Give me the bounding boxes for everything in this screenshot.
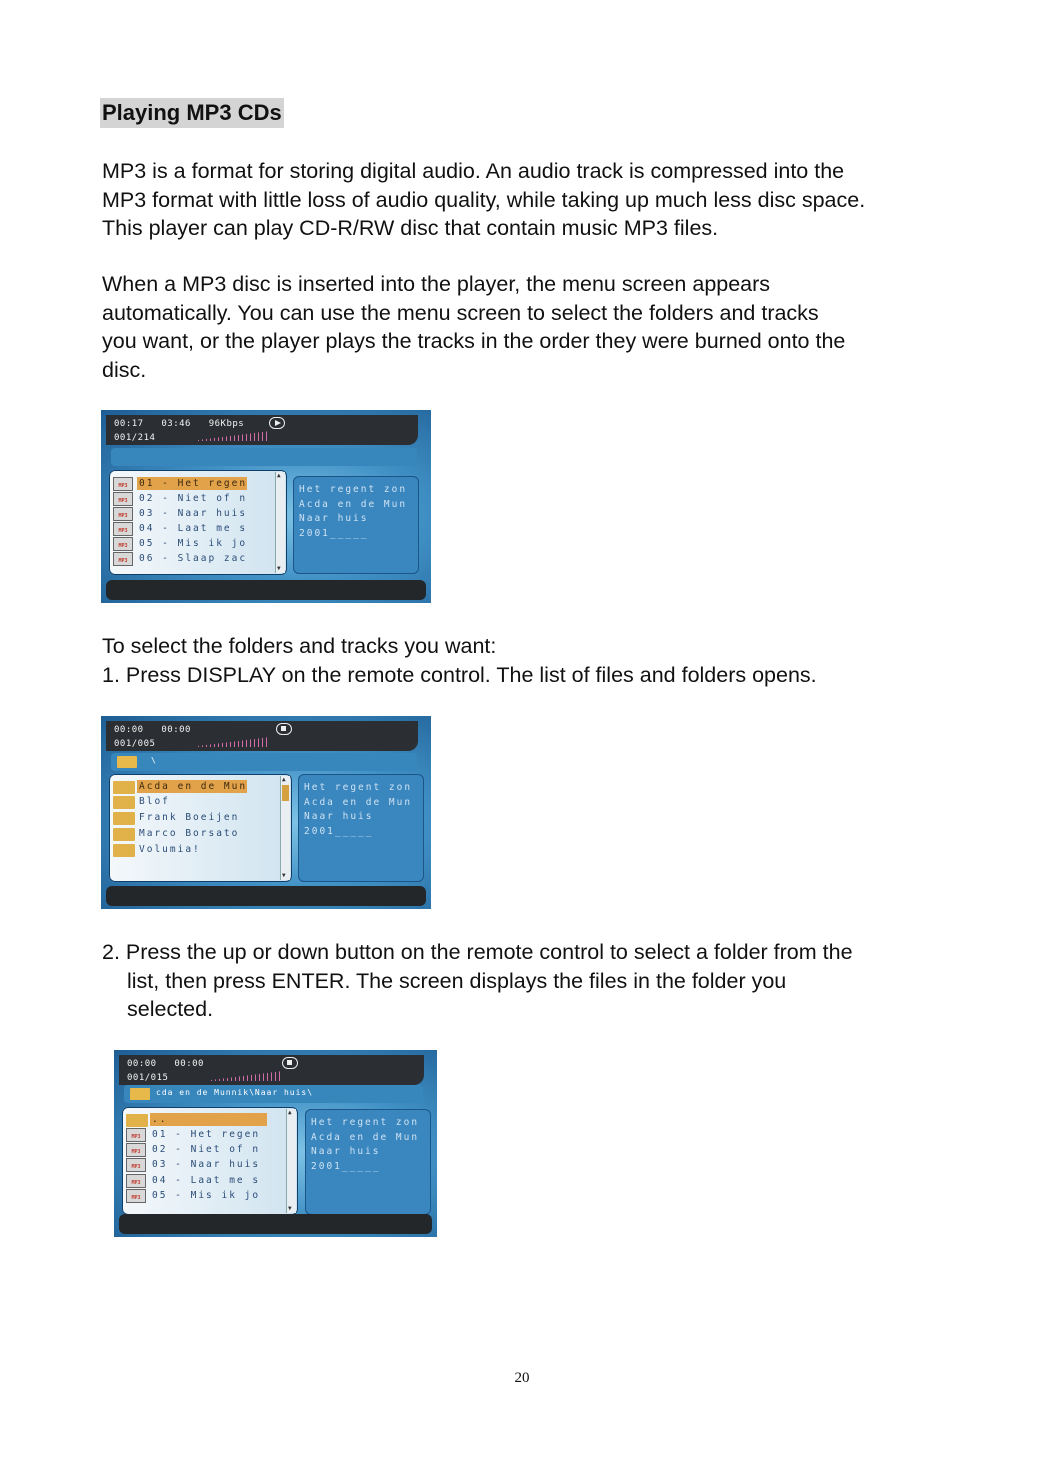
- scroll-up-icon[interactable]: ▲: [288, 1109, 292, 1116]
- folder-icon: [113, 781, 135, 794]
- scroll-down-icon[interactable]: ▼: [277, 565, 281, 572]
- scroll-down-icon[interactable]: ▼: [282, 872, 286, 879]
- item-label: 04 - Laat me s: [139, 523, 248, 534]
- stop-icon: [276, 723, 292, 735]
- text-line: 2. Press the up or down button on the remote control to select a folder from the: [102, 940, 853, 964]
- folder-icon: [130, 1088, 150, 1100]
- mp3-file-icon: MP3: [113, 477, 133, 491]
- scrollbar[interactable]: [286, 1109, 296, 1213]
- path-bar: [124, 1085, 423, 1103]
- mp3-file-icon: MP3: [126, 1128, 146, 1142]
- text-line: list, then press ENTER. The screen displays the files in the folder you: [127, 968, 787, 993]
- info-artist: Acda en de Mun: [311, 1131, 420, 1143]
- equalizer-icon: [198, 737, 270, 747]
- elapsed-time: 00:00: [114, 725, 144, 735]
- item-label: 04 - Laat me s: [152, 1175, 261, 1186]
- info-album: Naar huis: [299, 513, 369, 524]
- total-time: 03:46: [161, 419, 191, 429]
- item-label: 03 - Naar huis: [152, 1159, 261, 1170]
- info-year: 2001_____: [311, 1160, 381, 1172]
- item-label: 05 - Mis ik jo: [139, 538, 248, 549]
- step-2: [102, 938, 982, 1024]
- mp3-file-icon: MP3: [126, 1158, 146, 1172]
- equalizer-icon: [198, 431, 270, 441]
- item-label: 02 - Niet of n: [139, 493, 248, 504]
- status-bar: [106, 721, 418, 751]
- path-bar: [111, 753, 417, 771]
- track-info-panel: [293, 476, 419, 574]
- mp3-file-icon: MP3: [113, 507, 133, 521]
- mp3-file-icon: MP3: [126, 1174, 146, 1188]
- info-year: 2001_____: [304, 825, 374, 837]
- text-line: When a MP3 disc is inserted into the player, the menu screen appears: [102, 272, 771, 296]
- select-instructions: [102, 632, 982, 689]
- file-list: [122, 1107, 298, 1215]
- text-line: automatically. You can use the menu screen to select the folders and tracks: [102, 300, 819, 325]
- elapsed-time: 00:17: [114, 419, 144, 429]
- track-counter: 001/005: [114, 739, 156, 749]
- info-album: Naar huis: [304, 811, 374, 822]
- total-time: 00:00: [174, 1059, 204, 1069]
- osd-screenshot-folder-files: [114, 1050, 437, 1237]
- folder-icon: [126, 1114, 148, 1127]
- file-list: [109, 470, 287, 575]
- info-title: Het regent zon: [299, 484, 408, 495]
- item-label: Marco Borsato: [139, 828, 240, 839]
- menu-paragraph: [102, 270, 982, 384]
- scroll-thumb[interactable]: [282, 785, 289, 801]
- info-album: Naar huis: [311, 1146, 381, 1157]
- mp3-file-icon: MP3: [126, 1143, 146, 1157]
- track-info-panel: [298, 774, 424, 882]
- track-counter: 001/015: [127, 1073, 169, 1083]
- total-time: 00:00: [161, 725, 191, 735]
- osd-screenshot-playing: [101, 410, 431, 603]
- bottom-bar: [119, 1214, 432, 1234]
- section-heading: Playing MP3 CDs: [100, 98, 284, 128]
- text-line: MP3 format with little loss of audio quality, while taking up much less disc space.: [102, 187, 866, 212]
- folder-icon: [113, 844, 135, 857]
- elapsed-time: 00:00: [127, 1059, 157, 1069]
- folder-list: [109, 774, 292, 882]
- time-readout: [114, 725, 191, 735]
- track-info-panel: [305, 1109, 431, 1215]
- item-label: Blof: [139, 796, 170, 807]
- scroll-up-icon[interactable]: ▲: [282, 776, 286, 783]
- mp3-file-icon: MP3: [113, 522, 133, 536]
- scrollbar[interactable]: [275, 472, 285, 573]
- info-title: Het regent zon: [311, 1117, 420, 1128]
- info-artist: Acda en de Mun: [304, 796, 413, 808]
- mp3-file-icon: MP3: [113, 537, 133, 551]
- status-bar: [106, 415, 418, 445]
- item-label: 05 - Mis ik jo: [152, 1190, 261, 1201]
- folder-icon: [113, 828, 135, 841]
- item-label: ..: [150, 1113, 267, 1126]
- path-text: cda en de Munnik\Naar huis\: [156, 1088, 314, 1097]
- bottom-bar: [106, 580, 426, 600]
- item-label: Volumia!: [139, 844, 201, 855]
- scroll-up-icon[interactable]: ▲: [277, 472, 281, 479]
- play-icon: [269, 417, 285, 429]
- item-label: 02 - Niet of n: [152, 1144, 261, 1155]
- scrollbar[interactable]: [280, 776, 290, 880]
- text-line: disc.: [102, 357, 147, 382]
- info-year: 2001_____: [299, 527, 369, 539]
- page-number: 20: [514, 1370, 530, 1386]
- text-line: MP3 is a format for storing digital audio. An audio track is compressed into the: [102, 159, 845, 183]
- mp3-file-icon: MP3: [113, 552, 133, 566]
- item-label: Acda en de Mun: [139, 781, 248, 792]
- path-bar: [111, 448, 417, 466]
- step-1: 1. Press DISPLAY on the remote control. The list of files and folders opens.: [102, 662, 817, 687]
- text-line: This player can play CD-R/RW disc that contain music MP3 files.: [102, 216, 719, 240]
- mp3-file-icon: MP3: [113, 492, 133, 506]
- time-readout: [114, 419, 244, 429]
- folder-icon: [113, 796, 135, 809]
- track-counter: 001/214: [114, 433, 156, 443]
- folder-icon: [113, 812, 135, 825]
- equalizer-icon: [211, 1071, 283, 1081]
- item-label: 01 - Het regen: [139, 478, 248, 489]
- text-line: To select the folders and tracks you want:: [102, 634, 497, 658]
- time-readout: [127, 1059, 204, 1069]
- stop-icon: [282, 1057, 298, 1069]
- info-artist: Acda en de Mun: [299, 498, 408, 510]
- text-line: selected.: [127, 997, 214, 1021]
- bottom-bar: [106, 886, 426, 906]
- status-bar: [119, 1055, 424, 1085]
- path-text: \: [151, 756, 157, 765]
- info-title: Het regent zon: [304, 782, 413, 793]
- item-label: 01 - Het regen: [152, 1129, 261, 1140]
- scroll-down-icon[interactable]: ▼: [288, 1205, 292, 1212]
- text-line: you want, or the player plays the tracks in the order they were burned onto the: [102, 329, 846, 353]
- mp3-file-icon: MP3: [126, 1189, 146, 1203]
- intro-paragraph: [102, 157, 982, 243]
- item-label: 06 - Slaap zac: [139, 553, 248, 564]
- osd-screenshot-folders: [101, 716, 431, 909]
- item-label: 03 - Naar huis: [139, 508, 248, 519]
- bitrate: 96Kbps: [208, 419, 245, 429]
- item-label: Frank Boeijen: [139, 812, 240, 823]
- folder-icon: [117, 756, 137, 768]
